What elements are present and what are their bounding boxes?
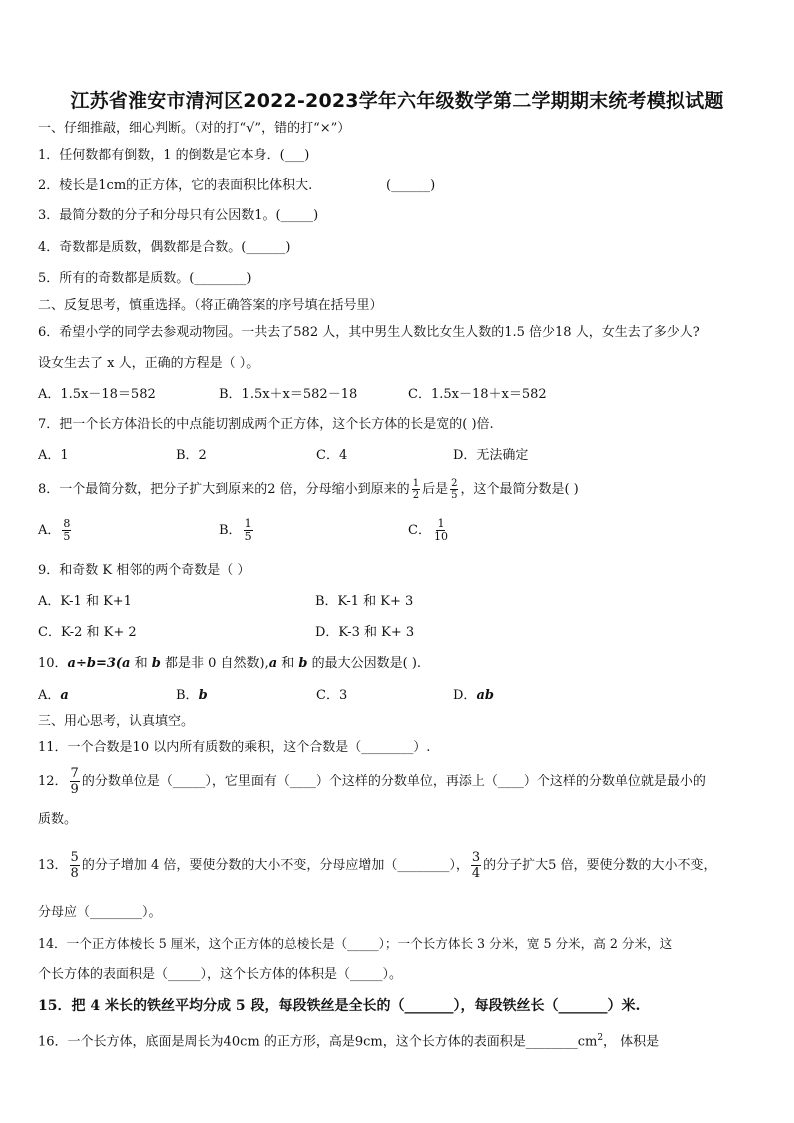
question-10-option-d <box>453 688 494 704</box>
question-14-line-1: 14．一个正方体棱长 5 厘米，这个正方体的总棱长是（_____）；一个长方体长 3 分米，宽 5 分米，高 2 分米，这 <box>38 936 673 951</box>
fraction-denominator: 5 <box>63 530 71 543</box>
fraction-denominator: 9 <box>70 782 79 797</box>
question-9-option-d: D．K-3 和 K+ 3 <box>315 625 415 640</box>
option-label: C． <box>408 523 431 538</box>
fraction-denominator: 5 <box>244 530 252 543</box>
option-fraction <box>244 518 253 543</box>
option-label: D． <box>453 688 477 703</box>
question-10-option-a <box>38 688 69 704</box>
variable-b: b <box>151 656 161 671</box>
text: 和 <box>277 656 299 671</box>
exam-title: 江苏省淮安市清河区2022-2023学年六年级数学第二学期期末统考模拟试题 <box>70 90 724 112</box>
fraction-numerator: 1 <box>437 517 445 530</box>
question-7: 7．把一个长方体沿长的中点能切割成两个正方体，这个长方体的长是宽的( )倍. <box>38 417 494 432</box>
question-number: 13． <box>38 858 68 873</box>
question-12 <box>38 766 706 797</box>
question-12-line-2: 质数。 <box>38 812 78 827</box>
option-value: b <box>198 688 208 703</box>
question-8-option-c <box>408 518 451 543</box>
question-6-option-a: A．1.5x－18＝582 <box>38 387 156 402</box>
question-11: 11．一个合数是10 以内所有质数的乘积，这个合数是（________）. <box>38 740 431 755</box>
superscript: 2 <box>597 1033 604 1043</box>
option-label: A． <box>38 688 61 703</box>
question-13-text-2: 的分子扩大5 倍，要使分数的大小不变， <box>483 858 717 873</box>
fraction-numerator: 1 <box>412 478 420 489</box>
question-7-option-d: D．无法确定 <box>453 448 529 463</box>
question-12-text: 的分数单位是（_____），它里面有（____）个这样的分数单位，再添上（____）个这样的分数单位就是最小的 <box>81 774 706 789</box>
question-8-option-a <box>38 518 73 543</box>
variable-a: a <box>268 656 278 671</box>
section-1-heading: 一、仔细推敲，细心判断。（对的打“√”，错的打“×”） <box>38 121 351 136</box>
option-label: B． <box>219 523 242 538</box>
option-value: ab <box>476 688 494 703</box>
fraction-seven-ninths <box>70 766 80 797</box>
text: 和 <box>130 656 152 671</box>
question-7-option-a: A．1 <box>38 448 69 463</box>
question-13 <box>38 850 717 881</box>
question-2-answer-blank: (______) <box>386 178 436 193</box>
section-3-heading: 三、用心思考，认真填空。 <box>38 714 195 729</box>
question-13-line-2: 分母应（________）。 <box>38 905 162 920</box>
question-8 <box>38 478 579 501</box>
fraction-numerator: 2 <box>451 478 458 489</box>
question-6-line-1: 6．希望小学的同学去参观动物园。一共去了582 人，其中男生人数比女生人数的1.5 倍少18 人，女生去了多少人? <box>38 325 700 340</box>
question-number: 12． <box>38 774 68 789</box>
question-1: 1．任何数都有倒数，1 的倒数是它本身．(___) <box>38 148 310 163</box>
fraction-three-quarters <box>471 850 481 881</box>
question-number: 10． <box>38 656 68 671</box>
question-10-option-c: C．3 <box>316 688 348 703</box>
question-8-text-mid: 后是 <box>422 482 449 497</box>
question-7-option-c: C．4 <box>316 448 348 463</box>
section-2-heading: 二、反复思考，慎重选择。（将正确答案的序号填在括号里） <box>38 298 383 313</box>
fraction-denominator: 4 <box>471 866 481 881</box>
fraction-five-eighths <box>70 850 80 881</box>
fraction-numerator: 1 <box>244 517 252 530</box>
question-14-line-2: 个长方体的表面积是（_____），这个长方体的体积是（_____）。 <box>38 967 403 982</box>
question-9-option-a: A．K-1 和 K+1 <box>38 594 132 609</box>
question-9-option-c: C．K-2 和 K+ 2 <box>38 625 137 640</box>
option-label: A． <box>38 523 61 538</box>
fraction-denominator: 2 <box>412 490 420 501</box>
question-6-line-2: 设女生去了 x 人，正确的方程是（ ）。 <box>38 356 260 371</box>
question-6-option-b: B．1.5x＋x＝582－18 <box>219 387 358 402</box>
question-8-option-b <box>219 518 255 543</box>
fraction-denominator: 8 <box>70 866 79 881</box>
question-9-option-b: B．K-1 和 K+ 3 <box>315 594 414 609</box>
fraction-numerator: 7 <box>70 766 79 781</box>
question-13-text-1: 的分子增加 4 倍，要使分数的大小不变，分母应增加（________）， <box>81 858 469 873</box>
fraction-denominator: 5 <box>451 490 458 501</box>
question-3: 3．最简分数的分子和分母只有公因数1。(_____) <box>38 208 319 223</box>
question-16 <box>38 1030 659 1050</box>
text: 的最大公因数是( ). <box>307 656 422 671</box>
question-15: 15．把 4 米长的铁丝平均分成 5 段，每段铁丝是全长的（_______），每段铁丝长（_______）米. <box>38 998 641 1014</box>
question-5: 5．所有的奇数都是质数。(________) <box>38 271 252 286</box>
question-4: 4．奇数都是质数，偶数都是合数。(______) <box>38 240 291 255</box>
question-2-text: 2．棱长是1cm的正方体，它的表面积比体积大. <box>38 178 313 193</box>
question-10 <box>38 656 421 672</box>
fraction-numerator: 3 <box>471 850 481 865</box>
fraction-one-half <box>412 478 420 501</box>
option-fraction <box>62 518 71 543</box>
question-9: 9．和奇数 K 相邻的两个奇数是（ ） <box>38 563 251 578</box>
variable-b: b <box>298 656 308 671</box>
option-fraction <box>433 518 449 543</box>
question-2 <box>38 178 312 194</box>
question-7-option-b: B．2 <box>176 448 207 463</box>
fraction-denominator: 10 <box>433 530 448 543</box>
question-6-option-c: C．1.5x－18＋x＝582 <box>408 387 547 402</box>
question-16-tail: ， 体积是 <box>603 1034 660 1050</box>
fraction-numerator: 8 <box>63 517 71 530</box>
question-10-option-b <box>176 688 208 704</box>
fraction-numerator: 5 <box>70 850 79 865</box>
option-value: a <box>60 688 69 703</box>
question-8-text-end: ，这个最简分数是( ) <box>460 482 579 497</box>
question-16-text: 16．一个长方体，底面是周长为40cm 的正方形，高是9cm，这个长方体的表面积是________cm <box>38 1034 598 1050</box>
fraction-two-fifths <box>450 478 458 501</box>
question-10-expression: a÷b=3(a <box>67 656 131 671</box>
option-label: B． <box>176 688 199 703</box>
question-8-text-start: 8．一个最简分数，把分子扩大到原来的2 倍，分母缩小到原来的 <box>38 482 410 497</box>
text: 都是非 0 自然数), <box>160 656 269 671</box>
